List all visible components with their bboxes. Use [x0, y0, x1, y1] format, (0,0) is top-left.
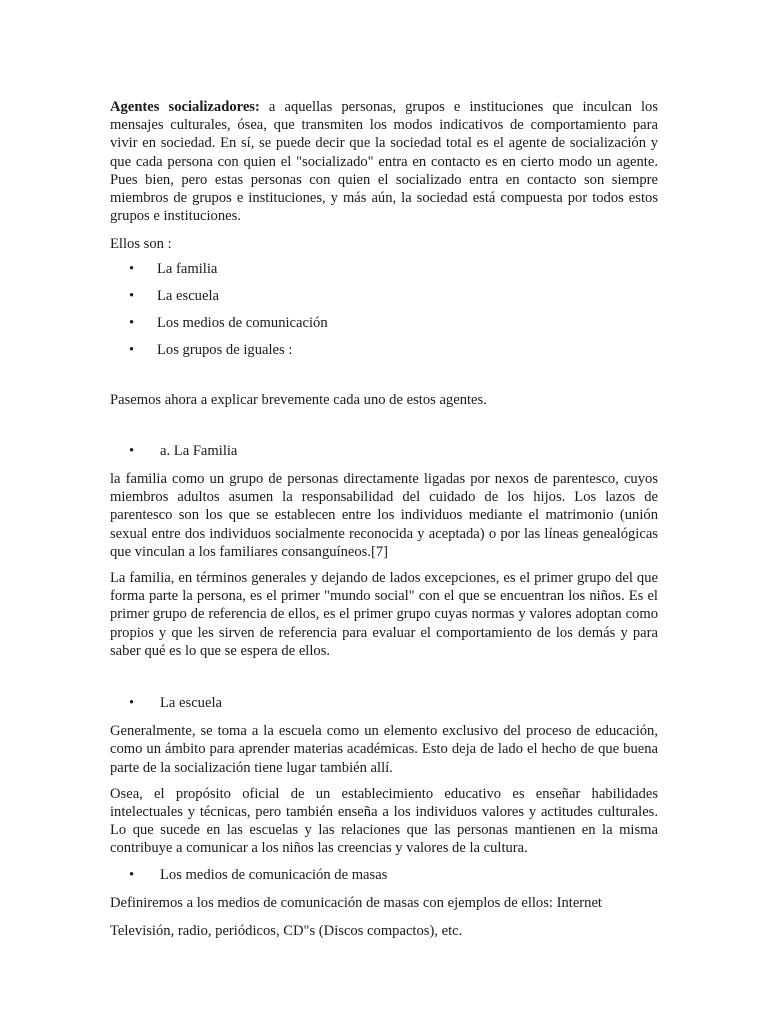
bullet-icon: • — [129, 314, 135, 331]
agent-label: Los grupos de iguales : — [157, 341, 293, 358]
section-heading-family — [110, 442, 658, 460]
transition-paragraph: Pasemos ahora a explicar brevemente cada uno de estos agentes. — [110, 391, 487, 408]
intro-term: Agentes socializadores: — [110, 99, 260, 115]
section-heading-label: La escuela — [160, 695, 222, 712]
agent-label: La escuela — [157, 287, 219, 304]
bullet-icon: • — [129, 442, 135, 459]
list-intro: Ellos son : — [110, 236, 172, 253]
family-paragraph-2: La familia, en términos generales y dejando de lados excepciones, es el primer grupo del que forma parte la persona, es el primer "mundo social" con el que se encuentran los niños. Es el primer grupo de referencia de ellos, es el primer grupo cuyas normas y valores adoptan como propios y que les sirven de referencia para evaluar el comportamiento de los demás y para saber qué es lo que se espera de ellos. — [110, 570, 658, 659]
bullet-icon: • — [129, 341, 135, 358]
list-item — [110, 287, 658, 314]
intro-definition: a aquellas personas, grupos e instituciones que inculcan los mensajes culturales, ósea, que transmiten los modos indicativos de comportamiento para vivir en sociedad. En sí, se puede decir que la sociedad total es el agente de socialización y que cada persona con quien el "socializado" entra en contacto es en cierto modo un agente. Pues bien, pero estas personas con quien el socializado entra en contacto son siempre miembros de grupos e instituciones, y más aún, la sociedad está compuesta por todos estos grupos e instituciones. — [110, 99, 658, 225]
school-paragraph-2: Osea, el propósito oficial de un establecimiento educativo es enseñar habilidades intelectuales y técnicas, pero también enseña a los individuos valores y actitudes culturales. Lo que sucede en las escuelas y las relaciones que las personas mantienen en la misma contribuye a comunicar a los niños las creencias y valores de la cultura. — [110, 785, 658, 857]
bullet-icon: • — [129, 287, 135, 304]
bullet-icon: • — [129, 866, 135, 883]
media-paragraph-2: Televisión, radio, periódicos, CD"s (Discos compactos), etc. — [110, 923, 463, 940]
media-paragraph-1: Definiremos a los medios de comunicación de masas con ejemplos de ellos: Internet — [110, 894, 602, 911]
bullet-icon: • — [129, 695, 135, 712]
agent-label: La familia — [157, 260, 218, 277]
family-paragraph-1: la familia como un grupo de personas directamente ligadas por nexos de parentesco, cuyos miembros adultos asumen la responsabilidad del cuidado de los hijos. Los lazos de parentesco son los que se establecen entre los individuos mediante el matrimonio (unión sexual entre dos individuos socialmente reconocida y aceptada) o por las líneas genealógicas que vinculan a los familiares consanguíneos.[7] — [110, 471, 658, 560]
section-heading-media — [110, 866, 658, 884]
bullet-icon: • — [129, 260, 135, 277]
section-heading-school — [110, 694, 658, 712]
list-item — [110, 341, 658, 368]
list-item — [110, 260, 658, 287]
school-paragraph-1: Generalmente, se toma a la escuela como un elemento exclusivo del proceso de educación, como un ámbito para aprender materias académicas. Esto deja de lado el hecho de que buena parte de la socialización tiene lugar también allí. — [110, 723, 658, 776]
agent-label: Los medios de comunicación — [157, 314, 328, 331]
section-heading-label: Los medios de comunicación de masas — [160, 866, 388, 883]
agents-list — [110, 260, 658, 368]
intro-paragraph — [110, 98, 658, 225]
list-item — [110, 314, 658, 341]
section-heading-label: a. La Familia — [160, 442, 238, 459]
